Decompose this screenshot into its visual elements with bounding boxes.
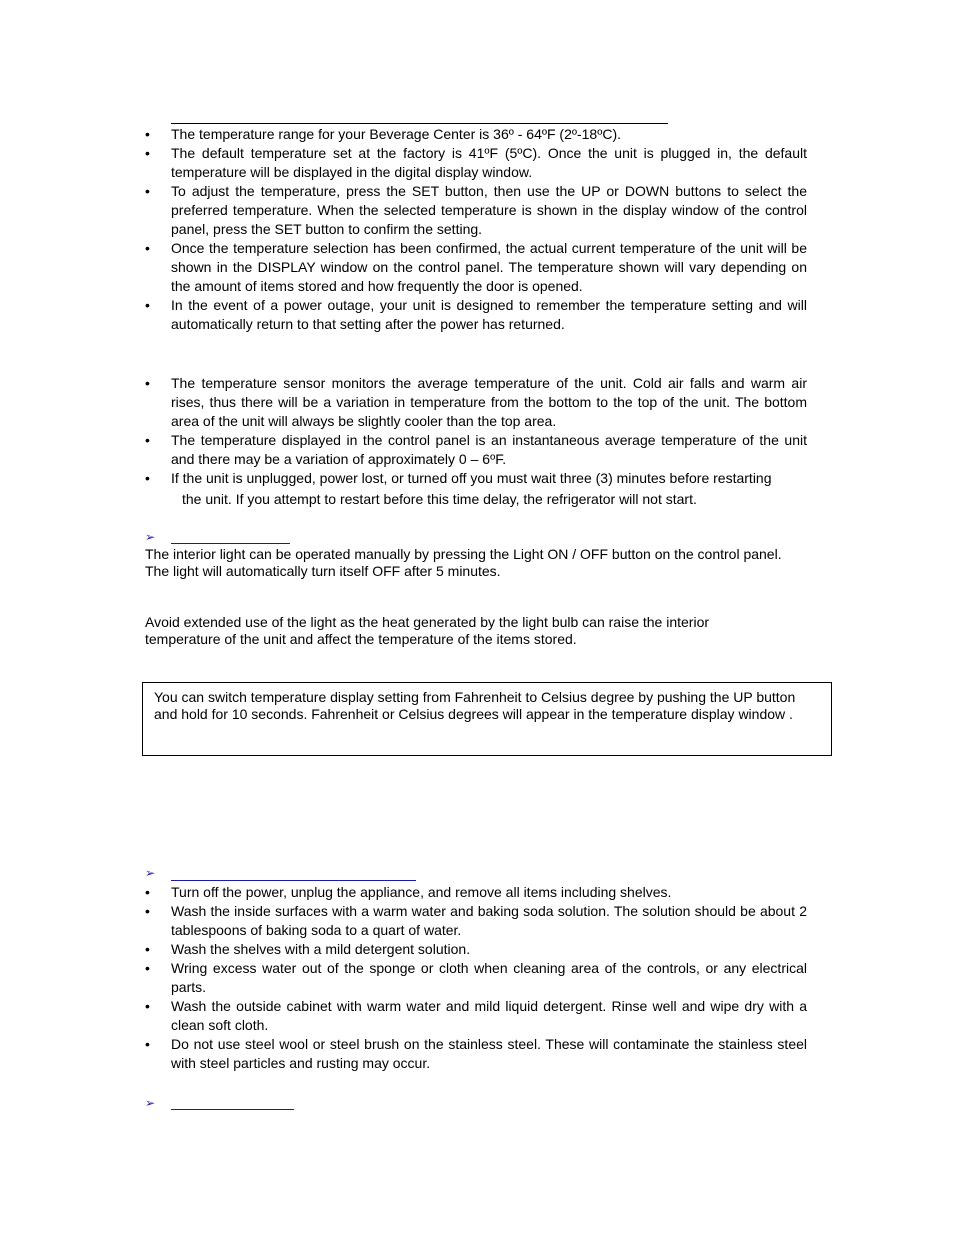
list-item [0,125,807,144]
bullet-icon: • [145,297,150,313]
list-item [0,469,807,488]
list-item [0,1035,807,1073]
arrow-bullet-icon: ➢ [145,866,156,880]
list-item-text: The temperature range for your Beverage Center is 36º - 64ºF (2º-18ºC). [171,126,621,142]
note-text: You can switch temperature display setting from Fahrenheit to Celsius degree by pushing the UP button and hold for 10 seconds. Fahrenheit or Celsius degrees will appear in the temperature display window . [154,689,796,722]
bullet-icon: • [145,375,150,391]
list-item [0,431,807,469]
list-item-text: Wash the shelves with a mild detergent solution. [171,941,471,957]
list-item [0,296,807,334]
cleaning-bullet-list [0,883,807,1073]
heading-underline-cleaning [171,880,416,881]
bullet-icon: • [145,126,150,142]
bullet-icon: • [145,903,150,919]
light-paragraph: The interior light can be operated manually by pressing the Light ON / OFF button on the control panel. The light will automatically turn itself OFF after 5 minutes. [145,546,782,579]
list-item-text: Do not use steel wool or steel brush on the stainless steel. These will contaminate the stainless steel with steel particles and rusting may occur. [171,1036,807,1071]
bullet-icon: • [145,941,150,957]
list-item [0,239,807,296]
arrow-bullet-icon: ➢ [145,1096,156,1110]
sensor-bullet-list [0,374,807,488]
bullet-icon: • [145,183,150,199]
bullet-icon: • [145,432,150,448]
bullet-icon: • [145,470,150,486]
heading-underline-temperature [171,123,668,124]
list-item-text: Wash the outside cabinet with warm water and mild liquid detergent. Rinse well and wipe dry with a clean soft cloth. [171,998,807,1033]
note-box [142,682,832,756]
list-item-text: Turn off the power, unplug the appliance, and remove all items including shelves. [171,884,672,900]
list-item [0,144,807,182]
list-item [0,374,807,431]
bullet-icon: • [145,145,150,161]
list-item-text: To adjust the temperature, press the SET button, then use the UP or DOWN buttons to select the preferred temperature. When the selected temperature is shown in the display window of the control panel, press the SET button to confirm the setting. [171,183,807,237]
bullet-icon: • [145,240,150,256]
list-item [0,959,807,997]
bullet-icon: • [145,998,150,1014]
bullet-icon: • [145,960,150,976]
list-item-text: Once the temperature selection has been confirmed, the actual current temperature of the unit will be shown in the DISPLAY window on the control panel. The temperature shown will vary depending on the amount of items stored and how frequently the door is opened. [171,240,807,294]
temperature-bullet-list [0,125,807,334]
heading-underline-light [171,543,290,544]
list-item [0,182,807,239]
list-item [0,902,807,940]
sensor-continuation-line: the unit. If you attempt to restart before this time delay, the refrigerator will not start. [182,491,697,507]
list-item [0,997,807,1035]
list-item-text: If the unit is unplugged, power lost, or turned off you must wait three (3) minutes before restarting [171,470,772,486]
list-item-text: In the event of a power outage, your unit is designed to remember the temperature setting and will automatically return to that setting after the power has returned. [171,297,807,332]
light-warning-paragraph: Avoid extended use of the light as the heat generated by the light bulb can raise the interior temperature of the unit and affect the temperature of the items stored. [145,614,710,647]
list-item-text: The default temperature set at the factory is 41ºF (5ºC). Once the unit is plugged in, the default temperature will be displayed in the digital display window. [171,145,807,180]
bullet-icon: • [145,1036,150,1052]
list-item-text: Wring excess water out of the sponge or cloth when cleaning area of the controls, or any electrical parts. [171,960,807,995]
list-item [0,940,807,959]
list-item [0,883,807,902]
bullet-icon: • [145,884,150,900]
heading-underline-next-section [171,1109,294,1110]
list-item-text: The temperature sensor monitors the average temperature of the unit. Cold air falls and warm air rises, thus there will be a variation in temperature from the bottom to the top of the unit. The bottom area of the unit will always be slightly cooler than the top area. [171,375,807,429]
list-item-text: The temperature displayed in the control panel is an instantaneous average temperature of the unit and there may be a variation of approximately 0 – 6ºF. [171,432,807,467]
list-item-text: Wash the inside surfaces with a warm water and baking soda solution. The solution should be about 2 tablespoons of baking soda to a quart of water. [171,903,807,938]
arrow-bullet-icon: ➢ [145,530,156,544]
